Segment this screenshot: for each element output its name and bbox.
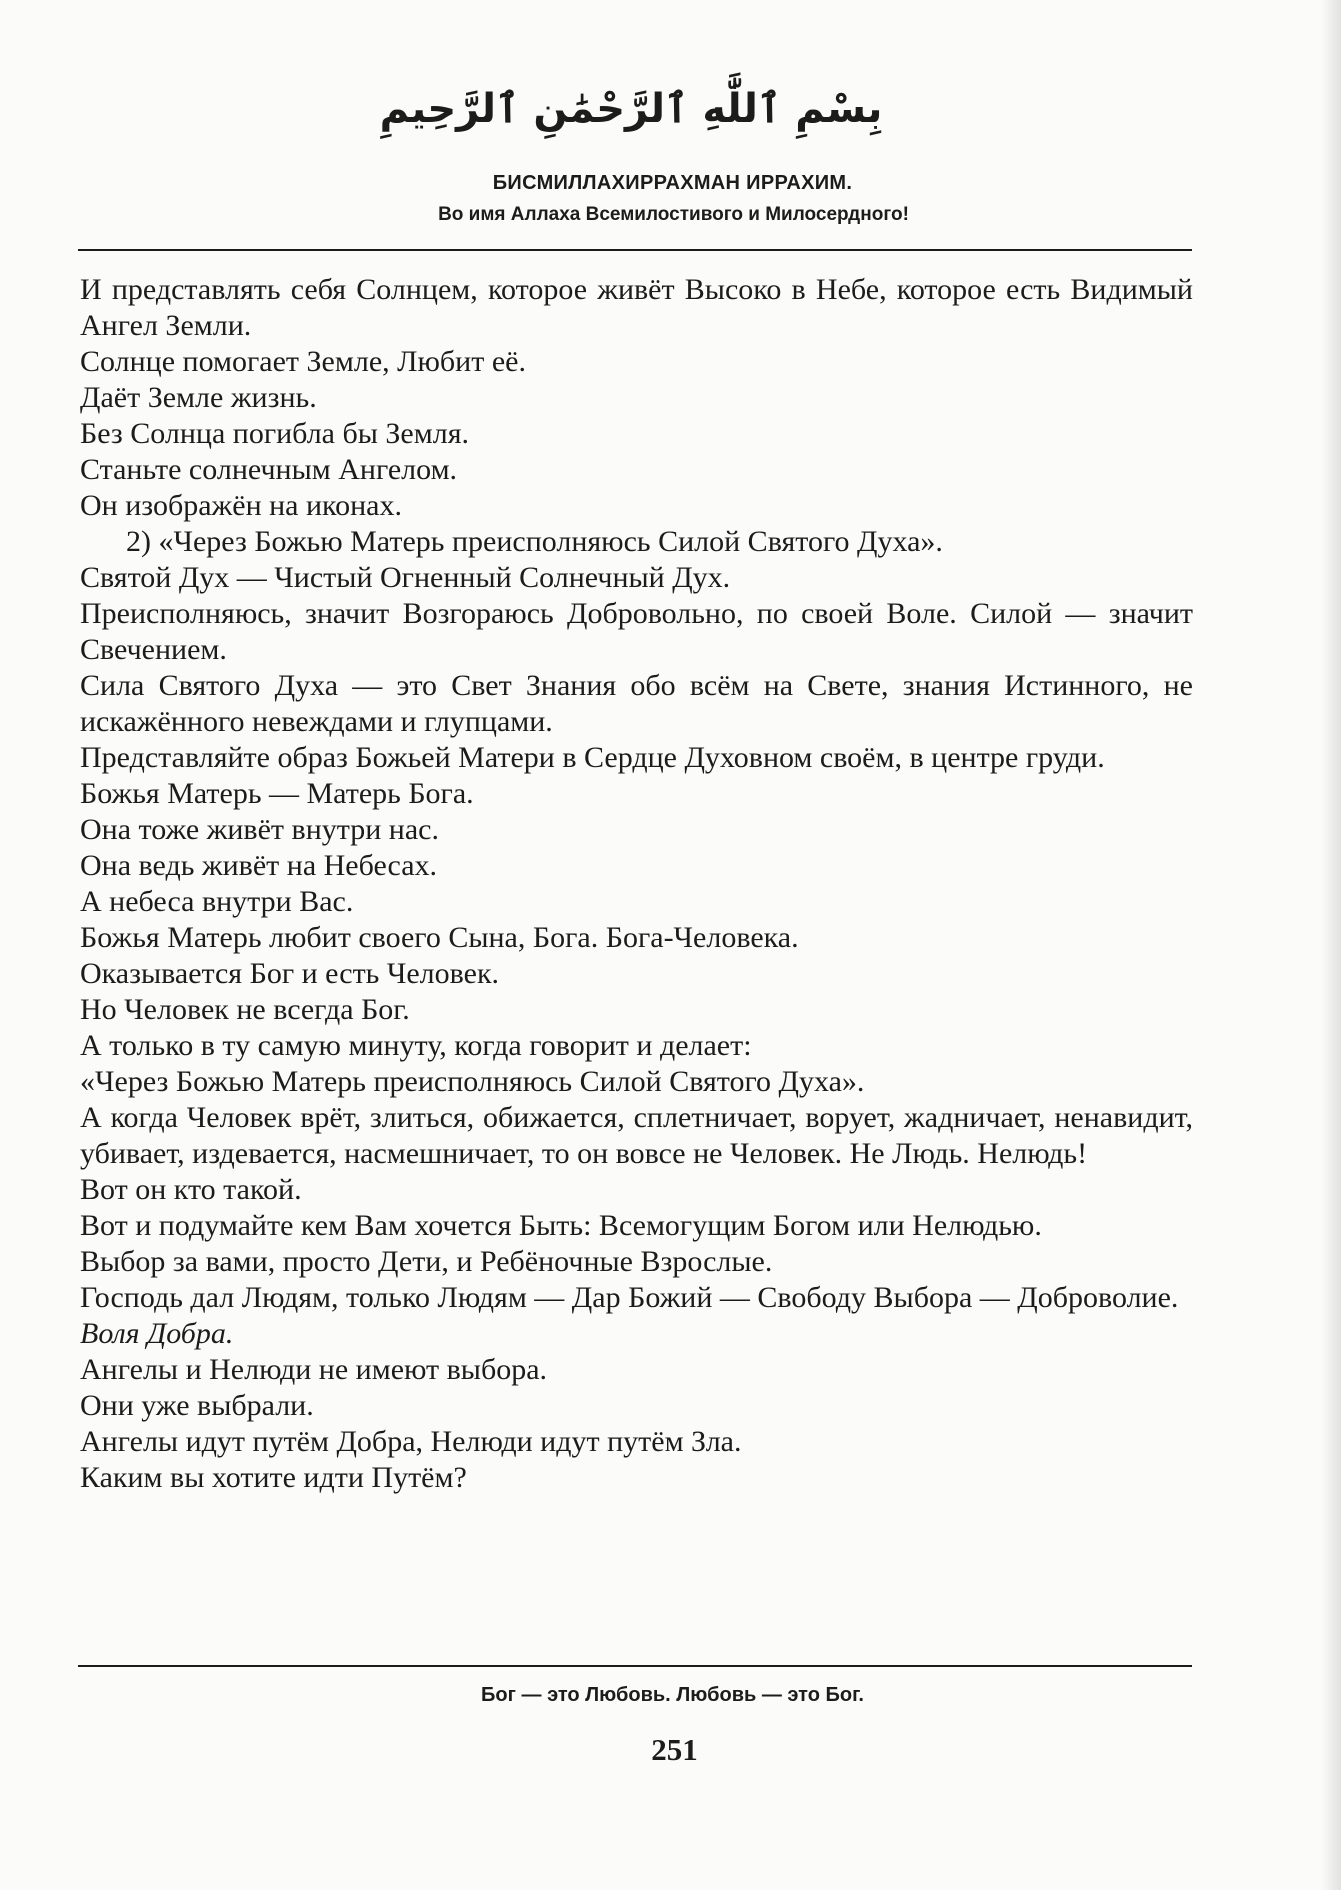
page-number: 251 — [651, 1732, 698, 1767]
paragraph: Ангелы и Нелюди не имеют выбора. — [80, 1353, 548, 1386]
svg-text:بِسْمِ ٱللَّٰهِ ٱلرَّحْمَٰنِ ٱ: بِسْمِ ٱللَّٰهِ ٱلرَّحْمَٰنِ ٱلرَّحِيمِ — [379, 86, 883, 132]
paragraph: Вот и подумайте кем Вам хочется Быть: Всемогущим Богом или Нелюдью. — [80, 1209, 1042, 1242]
paragraph: Божья Матерь любит своего Сына, Бога. Бога-Человека. — [80, 921, 799, 954]
paragraph: Станьте солнечным Ангелом. — [80, 453, 458, 486]
footer-divider — [78, 1665, 1192, 1667]
paragraph: Божья Матерь — Матерь Бога. — [80, 777, 474, 810]
paragraph: «Через Божью Матерь преисполняюсь Силой Святого Духа». — [80, 1065, 865, 1098]
paragraph: Святой Дух — Чистый Огненный Солнечный Дух. — [80, 561, 731, 594]
paragraph: Она тоже живёт внутри нас. — [80, 813, 439, 846]
body-text — [80, 272, 1193, 1496]
paragraph: Ангелы идут путём Добра, Нелюди идут путём Зла. — [80, 1425, 742, 1458]
paragraph: Без Солнца погибла бы Земля. — [80, 417, 470, 450]
paragraph: А только в ту самую минуту, когда говорит и делает: — [80, 1029, 752, 1062]
paragraph: Сила Святого Духа — это Свет Знания обо всём на Свете, знания Истинного, не искажённого невеждами и глупцами. — [80, 669, 1193, 738]
paragraph: Она ведь живёт на Небесах. — [80, 849, 438, 882]
paragraph: Даёт Земле жизнь. — [80, 381, 317, 414]
paragraph: Каким вы хотите идти Путём? — [80, 1461, 467, 1494]
paragraph: Воля Добра. — [80, 1317, 234, 1350]
header-divider — [78, 249, 1192, 251]
header-subtitle: Во имя Аллаха Всемилостивого и Милосердного! — [438, 204, 909, 225]
paragraph: А небеса внутри Вас. — [80, 885, 354, 918]
paragraph: Вот он кто такой. — [80, 1173, 302, 1206]
paragraph: Представляйте образ Божьей Матери в Сердце Духовном своём, в центре груди. — [80, 741, 1105, 774]
page-binding-shadow — [1321, 0, 1341, 1890]
paragraph: Он изображён на иконах. — [80, 489, 402, 522]
paragraph: Оказывается Бог и есть Человек. — [80, 957, 500, 990]
footer-motto: Бог — это Любовь. Любовь — это Бог. — [481, 1684, 864, 1706]
paragraph: Господь дал Людям, только Людям — Дар Божий — Свободу Выбора — Доброволие. — [80, 1281, 1179, 1314]
paragraph: Солнце помогает Земле, Любит её. — [80, 345, 526, 378]
paragraph: Выбор за вами, просто Дети, и Ребёночные Взрослые. — [80, 1245, 773, 1278]
paragraph: Но Человек не всегда Бог. — [80, 993, 410, 1026]
bismillah-calligraphy — [379, 50, 883, 160]
paragraph: Они уже выбрали. — [80, 1389, 314, 1422]
paragraph: 2) «Через Божью Матерь преисполняюсь Силой Святого Духа». — [126, 525, 943, 558]
paragraph: Преисполняюсь, значит Возгораюсь Добровольно, по своей Воле. Силой — значит Свечением. — [80, 597, 1193, 666]
paragraph: И представлять себя Солнцем, которое живёт Высоко в Небе, которое есть Видимый Ангел Земли. — [80, 273, 1193, 342]
paragraph: А когда Человек врёт, злиться, обижается, сплетничает, ворует, жадничает, ненавидит, убивает, издевается, насмешничает, то он вовсе не Человек. Не Людь. Нелюдь! — [80, 1101, 1193, 1170]
header-title: БИСМИЛЛАХИРРАХМАН ИРРАХИМ. — [492, 172, 853, 194]
